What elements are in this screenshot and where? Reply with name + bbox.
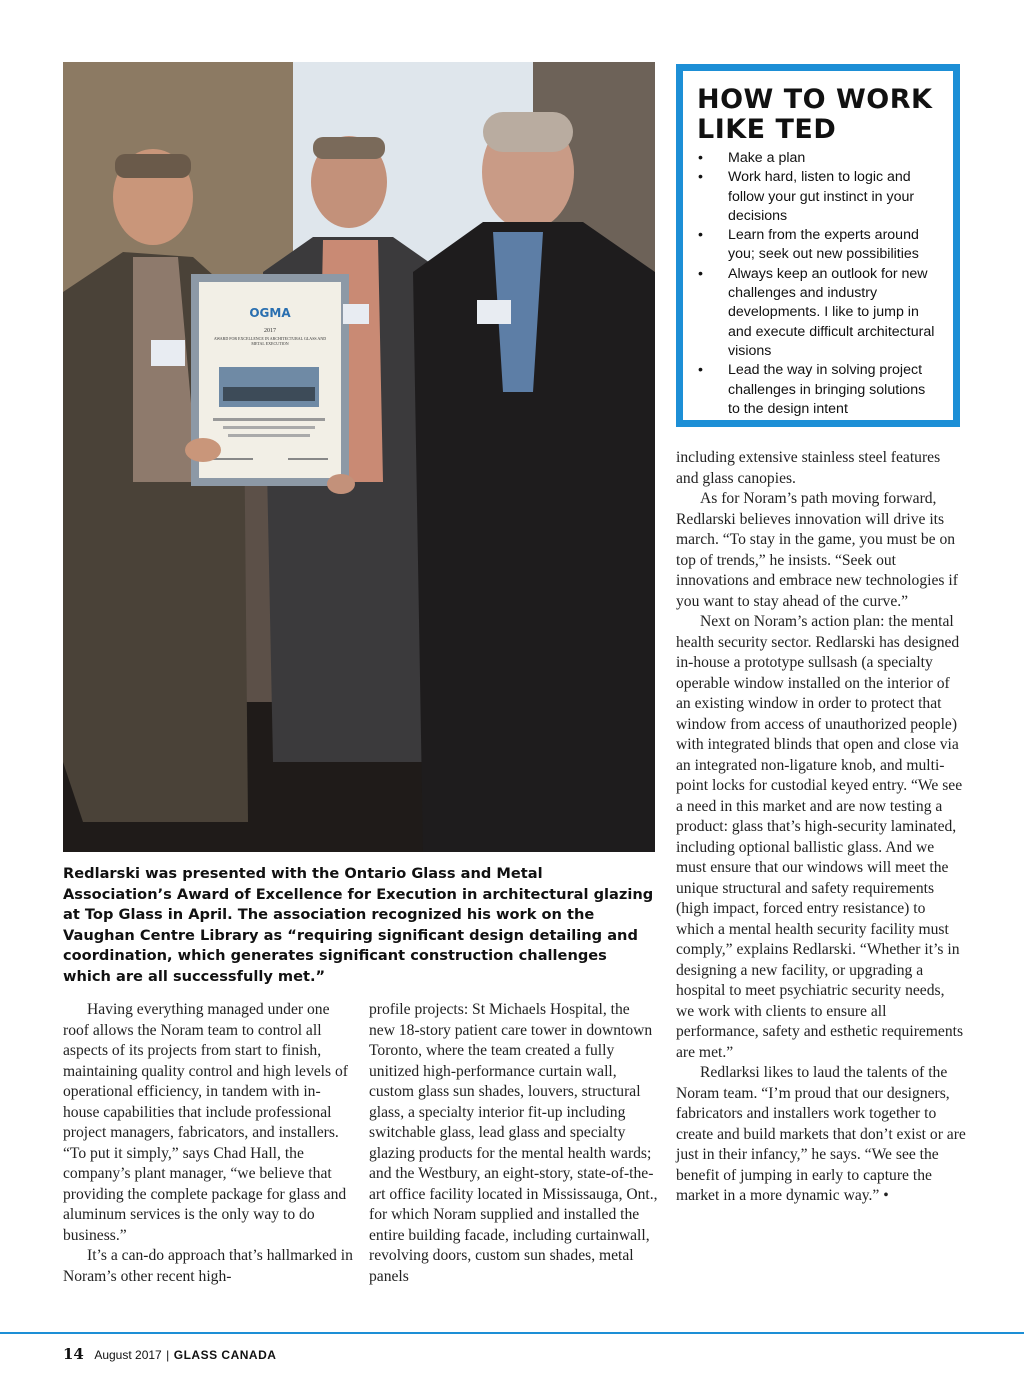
award-logo: OGMA — [249, 306, 291, 320]
page-footer — [63, 1345, 276, 1364]
paragraph: including extensive stainless steel features and glass canopies. — [676, 449, 941, 487]
footer-rule — [0, 1332, 1024, 1334]
sidebar-title-line-1: HOW TO WORK — [697, 84, 933, 115]
tip-item: • Learn from the experts around you; seek out new possibilities — [697, 226, 939, 265]
tip-item: • Make a plan — [697, 149, 939, 168]
body-column-2 — [369, 1000, 659, 1287]
paragraph: It’s a can-do approach that’s hallmarked in Noram’s other recent high- — [63, 1247, 353, 1285]
footer-separator: | — [166, 1348, 170, 1362]
tip-item: • Always keep an outlook for new challenges and industry developments. I like to jump in and execute difficult architectural visions — [697, 265, 939, 361]
tip-item: • Work hard, listen to logic and follow your gut instinct in your decisions — [697, 168, 939, 226]
body-column-1 — [63, 1000, 353, 1287]
sidebar-title-line-2: LIKE TED — [697, 114, 837, 145]
award-photo — [63, 62, 655, 852]
body-column-3 — [676, 448, 966, 1207]
paragraph: Having everything managed under one roof allows the Noram team to control all aspects of its projects from start to finish, maintaining quality control and high levels of operational efficiency, in tandem with in-house capabilities that include professional project managers, fabricators, and installers. “To put it simply,” says Chad Hall, the company’s plant manager, “we believe that providing the complete package for glass and aluminum services is the only way to do business.” — [63, 1001, 348, 1244]
paragraph: Next on Noram’s action plan: the mental health security sector. Redlarski has designed in-house a prototype sullsash (a specialty operable window installed on the interior of an existing window in order to protect that window from access of unauthorized people) with integrated blinds that open and close via an integrated non-ligature knob, and multi-point locks for custodial keyed entry. “We see a need in this market and are now testing a product: glass that’s high-security laminated, including optional ballistic glass. And we must ensure that our windows will meet the unique structural and safety requirements (high impact, forced entry resistance) to which a mental health security facility must comply,” explains Redlarski. “Whether it’s in designing a new facility, or upgrading a hospital to meet psychiatric security needs, we work with clients to ensure all performance, safety and esthetic requirements are met.” — [676, 613, 964, 1061]
issue-date: August 2017 — [94, 1348, 162, 1362]
sidebar-title — [697, 85, 939, 145]
paragraph: profile projects: St Michaels Hospital, the new 18-story patient care tower in downtown Toronto, where the team created a fully unitized high-performance curtain wall, custom glass sun shades, louvers, structural glass, a specialty interior fit-up including switchable glass, lead glass and specialty glazing products for the mental health wards; and the Westbury, an eight-story, state-of-the-art office facility located in Mississauga, Ont., for which Noram supplied and installed the entire building facade, including curtainwall, revolving doors, custom sun shades, metal panels — [369, 1001, 658, 1285]
magazine-name: GLASS CANADA — [173, 1348, 277, 1362]
award-heading: AWARD FOR EXCELLENCE IN ARCHITECTURAL GLASS AND METAL EXECUTION — [213, 336, 327, 346]
page-number: 14 — [63, 1345, 84, 1363]
award-year: 2017 — [264, 328, 276, 334]
tip-item: • Lead the way in solving project challenges in bringing solutions to the design intent — [697, 361, 939, 419]
how-to-work-like-ted-box — [676, 64, 960, 427]
sidebar-tips-list — [697, 149, 939, 419]
photo-caption: Redlarski was presented with the Ontario Glass and Metal Association’s Award of Excellence for Execution in architectural glazing at Top Glass in April. The association recognized his work on the Vaughan Centre Library as “requiring significant design detailing and coordination, which generates significant construction challenges which are all successfully met.” — [63, 865, 654, 985]
photo-illustration — [63, 62, 655, 852]
paragraph: Redlarksi likes to laud the talents of the Noram team. “I’m proud that our designers, fabricators and installers work together to create and build markets that don’t exist or are just in their infancy,” he says. “We see the benefit of jumping in early to capture the market in a more dynamic way.” • — [676, 1064, 966, 1204]
paragraph: As for Noram’s path moving forward, Redlarski believes innovation will drive its march. “To stay in the game, you must be on top of trends,” he insists. “Seek out innovations and embrace new technologies if you want to stay ahead of the curve.” — [676, 490, 958, 610]
